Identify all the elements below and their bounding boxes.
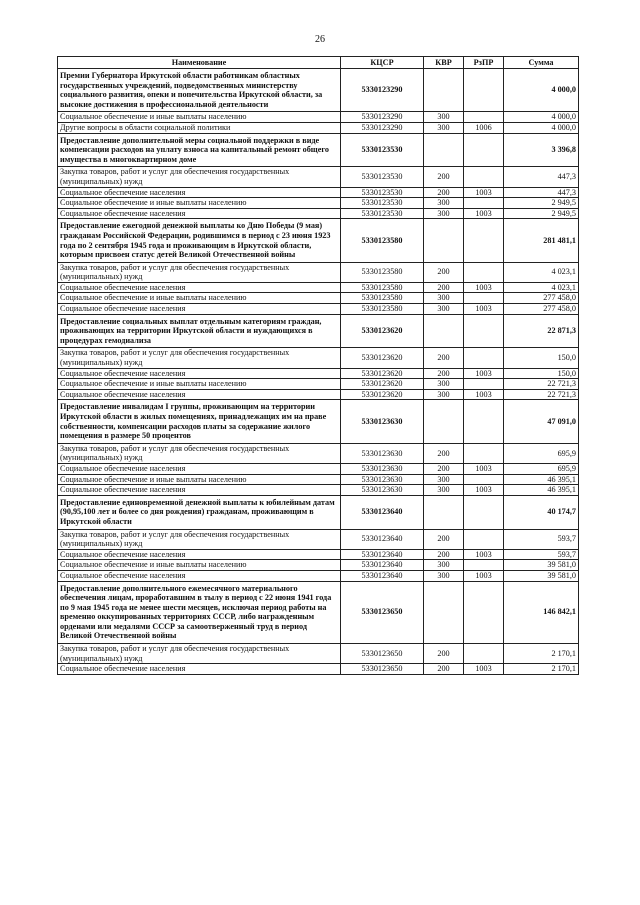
table-row [58,293,579,304]
sum-cell: 3 396,8 [504,133,579,167]
sum-cell: 2 170,1 [504,664,579,675]
table-row [58,304,579,315]
table-row [58,549,579,560]
table-header-row [58,57,579,69]
kvr-cell [424,133,464,167]
table-row [58,664,579,675]
kvr-cell: 300 [424,474,464,485]
sum-cell: 593,7 [504,549,579,560]
kvr-cell: 200 [424,348,464,368]
table-row [58,368,579,379]
sum-cell: 4 000,0 [504,69,579,112]
kcsr-cell: 5330123630 [341,485,424,496]
kvr-cell [424,314,464,348]
table-row [58,314,579,348]
header-kcsr: КЦСР [341,57,424,69]
name-cell: Предоставление дополнительного ежемесячного материального обеспечения лицам, проработавшим в тылу в период с 22 июня 1941 года по 9 мая 1945 года не менее шести месяцев, исключая период работы на временно оккупированных территориях СССР, либо награжденным орденами или медалями СССР за самоотверженный труд в период Великой Отечественной войны [58,581,341,644]
kvr-cell: 300 [424,208,464,219]
sum-cell: 695,9 [504,463,579,474]
rzpr-cell [464,400,504,443]
sum-cell: 40 174,7 [504,495,579,529]
kcsr-cell: 5330123290 [341,112,424,123]
rzpr-cell: 1003 [464,282,504,293]
sum-cell: 46 395,1 [504,485,579,496]
kvr-cell: 300 [424,304,464,315]
table-row [58,495,579,529]
name-cell: Социальное обеспечение населения [58,389,341,400]
sum-cell: 46 395,1 [504,474,579,485]
kcsr-cell: 5330123640 [341,495,424,529]
table-row [58,208,579,219]
kvr-cell: 300 [424,112,464,123]
rzpr-cell [464,443,504,463]
header-rzpr: РзПР [464,57,504,69]
table-row [58,348,579,368]
sum-cell: 47 091,0 [504,400,579,443]
name-cell: Социальное обеспечение населения [58,570,341,581]
name-cell: Социальное обеспечение населения [58,664,341,675]
kcsr-cell: 5330123620 [341,389,424,400]
name-cell: Закупка товаров, работ и услуг для обеспечения государственных (муниципальных) нужд [58,348,341,368]
kvr-cell: 200 [424,187,464,198]
kvr-cell [424,495,464,529]
sum-cell: 695,9 [504,443,579,463]
kvr-cell: 200 [424,368,464,379]
name-cell: Социальное обеспечение населения [58,463,341,474]
sum-cell: 150,0 [504,348,579,368]
name-cell: Предоставление ежегодной денежной выплаты ко Дню Победы (9 мая) гражданам Российской Федерации, родившимся в период с 23 июня 1923 года по 2 сентября 1945 года и проживающим в Иркутской области, которым присвоен статус детей Великой Отечественной войны [58,219,341,262]
rzpr-cell [464,133,504,167]
kvr-cell: 300 [424,485,464,496]
kvr-cell: 300 [424,198,464,209]
name-cell: Социальное обеспечение населения [58,485,341,496]
rzpr-cell: 1003 [464,485,504,496]
sum-cell: 277 458,0 [504,304,579,315]
sum-cell: 593,7 [504,529,579,549]
kcsr-cell: 5330123630 [341,400,424,443]
table-row [58,570,579,581]
table-row [58,379,579,390]
budget-table [57,56,579,675]
name-cell: Предоставление единовременной денежной выплаты к юбилейным датам (90,95,100 лет и более со дня рождения) гражданам, проживающим в Иркутской области [58,495,341,529]
kvr-cell: 300 [424,389,464,400]
rzpr-cell [464,474,504,485]
table-row [58,581,579,644]
name-cell: Закупка товаров, работ и услуг для обеспечения государственных (муниципальных) нужд [58,644,341,664]
kcsr-cell: 5330123640 [341,560,424,571]
rzpr-cell [464,495,504,529]
kcsr-cell: 5330123530 [341,167,424,187]
kcsr-cell: 5330123580 [341,282,424,293]
rzpr-cell: 1003 [464,187,504,198]
name-cell: Закупка товаров, работ и услуг для обеспечения государственных (муниципальных) нужд [58,443,341,463]
table-row [58,112,579,123]
rzpr-cell: 1003 [464,208,504,219]
rzpr-cell [464,314,504,348]
sum-cell: 4 000,0 [504,112,579,123]
table-row [58,187,579,198]
sum-cell: 22 721,3 [504,379,579,390]
kcsr-cell: 5330123530 [341,208,424,219]
sum-cell: 4 023,1 [504,262,579,282]
table-row [58,474,579,485]
kcsr-cell: 5330123650 [341,581,424,644]
rzpr-cell: 1003 [464,389,504,400]
kvr-cell: 300 [424,122,464,133]
name-cell: Социальное обеспечение населения [58,187,341,198]
kvr-cell: 300 [424,379,464,390]
kvr-cell: 300 [424,570,464,581]
sum-cell: 150,0 [504,368,579,379]
rzpr-cell [464,112,504,123]
sum-cell: 39 581,0 [504,560,579,571]
kcsr-cell: 5330123580 [341,262,424,282]
rzpr-cell [464,167,504,187]
table-row [58,133,579,167]
kcsr-cell: 5330123650 [341,644,424,664]
kcsr-cell: 5330123640 [341,549,424,560]
kcsr-cell: 5330123630 [341,443,424,463]
kvr-cell: 200 [424,443,464,463]
kcsr-cell: 5330123650 [341,664,424,675]
kvr-cell: 200 [424,167,464,187]
sum-cell: 4 000,0 [504,122,579,133]
table-row [58,198,579,209]
sum-cell: 281 481,1 [504,219,579,262]
rzpr-cell: 1003 [464,549,504,560]
header-sum: Сумма [504,57,579,69]
rzpr-cell [464,379,504,390]
name-cell: Социальное обеспечение населения [58,282,341,293]
sum-cell: 4 023,1 [504,282,579,293]
name-cell: Социальное обеспечение населения [58,549,341,560]
table-body [58,69,579,675]
kcsr-cell: 5330123290 [341,69,424,112]
kvr-cell: 200 [424,644,464,664]
rzpr-cell [464,581,504,644]
table-row [58,219,579,262]
kcsr-cell: 5330123630 [341,474,424,485]
kvr-cell: 200 [424,463,464,474]
rzpr-cell [464,293,504,304]
kcsr-cell: 5330123620 [341,314,424,348]
rzpr-cell: 1003 [464,664,504,675]
kcsr-cell: 5330123530 [341,198,424,209]
sum-cell: 2 949,5 [504,208,579,219]
kcsr-cell: 5330123580 [341,304,424,315]
rzpr-cell: 1003 [464,368,504,379]
kvr-cell [424,581,464,644]
kvr-cell: 200 [424,664,464,675]
name-cell: Социальное обеспечение населения [58,304,341,315]
sum-cell: 22 871,3 [504,314,579,348]
table-row [58,560,579,571]
kvr-cell: 300 [424,560,464,571]
name-cell: Социальное обеспечение населения [58,368,341,379]
kvr-cell: 200 [424,262,464,282]
name-cell: Социальное обеспечение и иные выплаты населению [58,112,341,123]
kcsr-cell: 5330123620 [341,348,424,368]
rzpr-cell [464,198,504,209]
table-row [58,282,579,293]
rzpr-cell [464,262,504,282]
kvr-cell: 200 [424,549,464,560]
name-cell: Социальное обеспечение и иные выплаты населению [58,474,341,485]
kcsr-cell: 5330123630 [341,463,424,474]
table-row [58,262,579,282]
name-cell: Закупка товаров, работ и услуг для обеспечения государственных (муниципальных) нужд [58,262,341,282]
header-name: Наименование [58,57,341,69]
name-cell: Социальное обеспечение и иные выплаты населению [58,293,341,304]
name-cell: Другие вопросы в области социальной политики [58,122,341,133]
kvr-cell: 200 [424,282,464,293]
sum-cell: 2 170,1 [504,644,579,664]
sum-cell: 146 842,1 [504,581,579,644]
name-cell: Социальное обеспечение и иные выплаты населению [58,379,341,390]
rzpr-cell: 1003 [464,570,504,581]
table-row [58,167,579,187]
kvr-cell [424,69,464,112]
sum-cell: 2 949,5 [504,198,579,209]
kcsr-cell: 5330123580 [341,219,424,262]
kcsr-cell: 5330123530 [341,133,424,167]
kvr-cell: 200 [424,529,464,549]
rzpr-cell: 1003 [464,463,504,474]
sum-cell: 39 581,0 [504,570,579,581]
kcsr-cell: 5330123530 [341,187,424,198]
kcsr-cell: 5330123580 [341,293,424,304]
name-cell: Закупка товаров, работ и услуг для обеспечения государственных (муниципальных) нужд [58,529,341,549]
table-row [58,463,579,474]
rzpr-cell: 1006 [464,122,504,133]
kvr-cell [424,219,464,262]
sum-cell: 22 721,3 [504,389,579,400]
kcsr-cell: 5330123620 [341,368,424,379]
rzpr-cell [464,644,504,664]
name-cell: Предоставление инвалидам I группы, проживающим на территории Иркутской области в жилых помещениях, принадлежащих им на праве собственности, компенсации расходов платы за содержание жилого помещения в размере 50 процентов [58,400,341,443]
table-row [58,69,579,112]
sum-cell: 277 458,0 [504,293,579,304]
rzpr-cell: 1003 [464,304,504,315]
kcsr-cell: 5330123290 [341,122,424,133]
kcsr-cell: 5330123640 [341,529,424,549]
kcsr-cell: 5330123620 [341,379,424,390]
kvr-cell: 300 [424,293,464,304]
page-number: 26 [315,34,325,45]
table-row [58,389,579,400]
rzpr-cell [464,560,504,571]
rzpr-cell [464,219,504,262]
kvr-cell [424,400,464,443]
sum-cell: 447,3 [504,187,579,198]
rzpr-cell [464,348,504,368]
name-cell: Премии Губернатора Иркутской области работникам областных государственных учреждений, подведомственных министерству социального развития, опеки и попечительства Иркутской области, за высокие достижения в профессиональной деятельности [58,69,341,112]
rzpr-cell [464,69,504,112]
sum-cell: 447,3 [504,167,579,187]
name-cell: Социальное обеспечение населения [58,208,341,219]
name-cell: Социальное обеспечение и иные выплаты населению [58,560,341,571]
kcsr-cell: 5330123640 [341,570,424,581]
table-row [58,529,579,549]
table-row [58,485,579,496]
name-cell: Социальное обеспечение и иные выплаты населению [58,198,341,209]
header-kvr: КВР [424,57,464,69]
name-cell: Предоставление дополнительной меры социальной поддержки в виде компенсации расходов на уплату взноса на капитальный ремонт общего имущества в многоквартирном доме [58,133,341,167]
table-row [58,400,579,443]
name-cell: Закупка товаров, работ и услуг для обеспечения государственных (муниципальных) нужд [58,167,341,187]
name-cell: Предоставление социальных выплат отдельным категориям граждан, проживающих на территории Иркутской области и нуждающихся в процедурах гемодиализа [58,314,341,348]
table-row [58,443,579,463]
table-row [58,644,579,664]
rzpr-cell [464,529,504,549]
table-row [58,122,579,133]
